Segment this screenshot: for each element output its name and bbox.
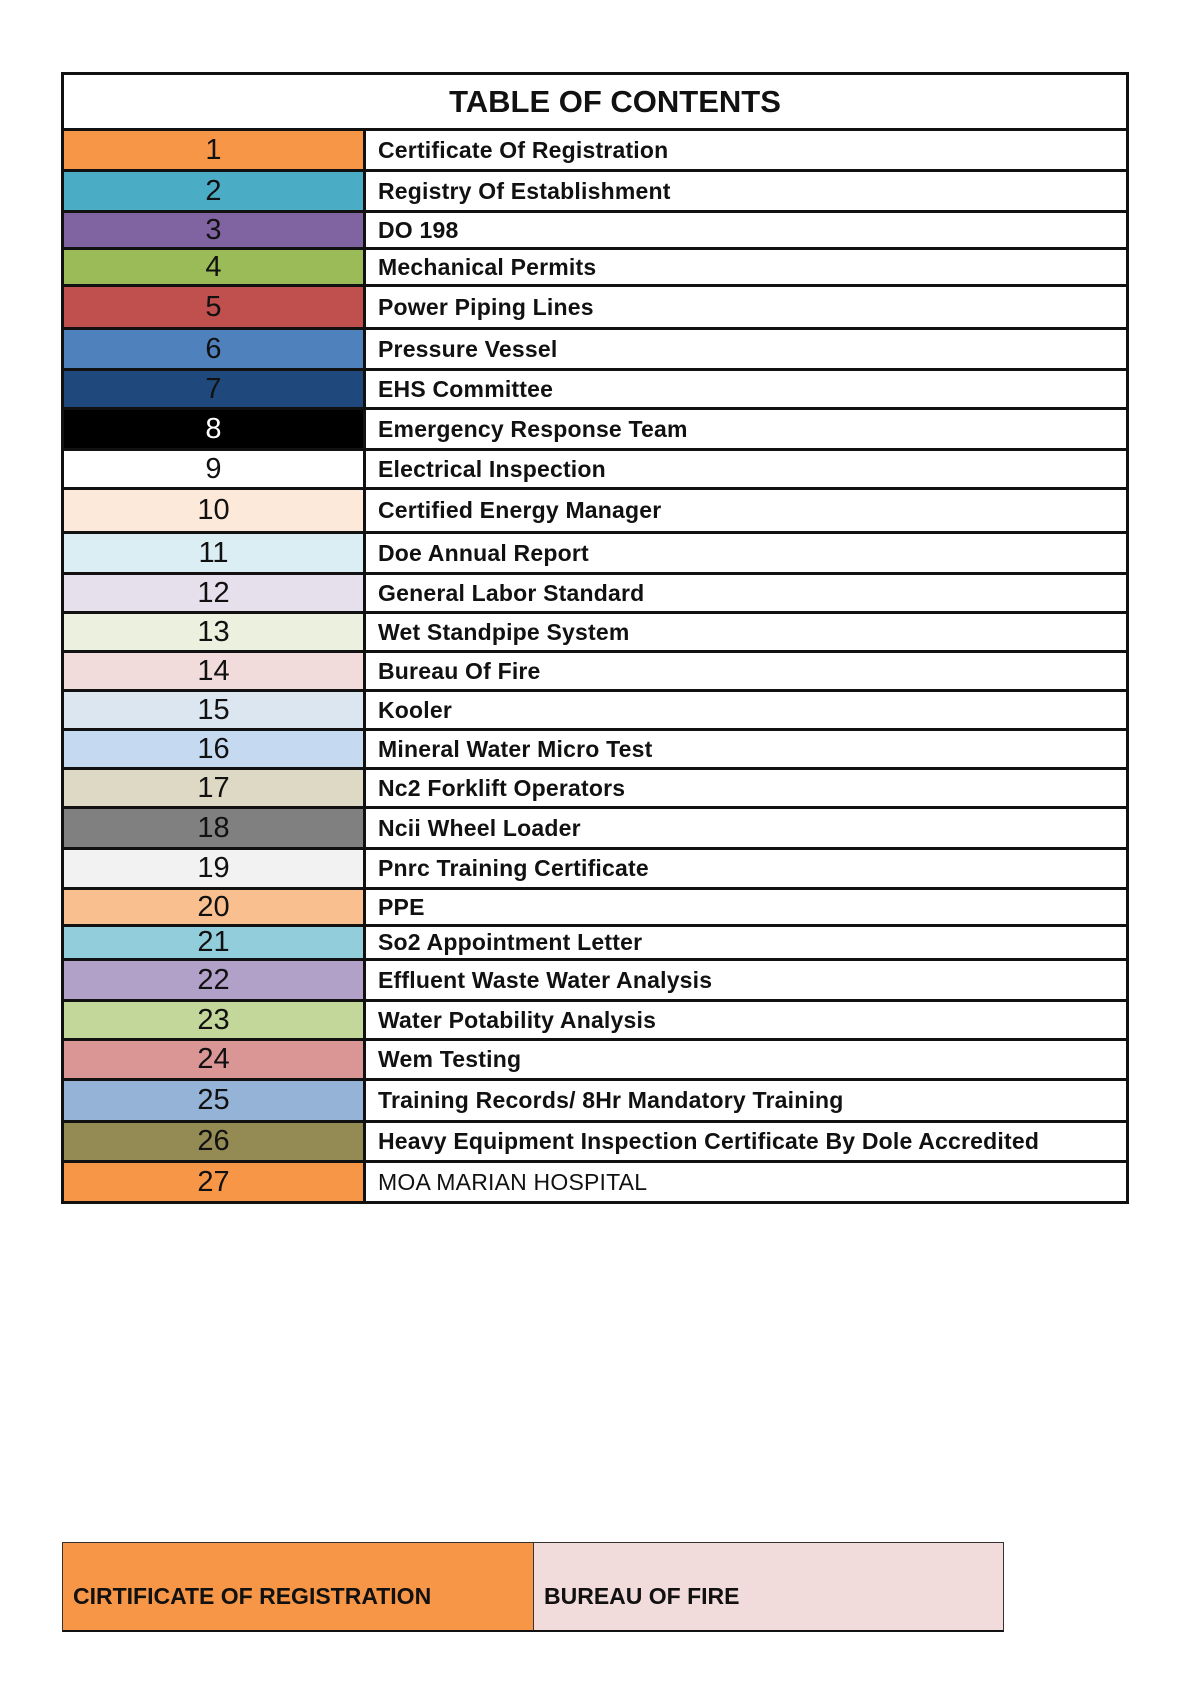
- toc-row-label: General Labor Standard: [378, 579, 645, 606]
- toc-row-label: Wet Standpipe System: [378, 618, 630, 645]
- toc-rows: [64, 131, 1126, 1201]
- toc-row-label: Certificate Of Registration: [378, 136, 669, 163]
- toc-row-number: 1: [64, 131, 366, 169]
- toc-row-number: 20: [64, 890, 366, 924]
- toc-row-number: 16: [64, 731, 366, 767]
- toc-row: [64, 809, 1126, 850]
- toc-row-label: Doe Annual Report: [378, 539, 589, 566]
- toc-row-label: Heavy Equipment Inspection Certificate By Dole Accredited: [378, 1128, 1040, 1154]
- toc-row-number: 8: [64, 410, 366, 448]
- toc-row-label: Pnrc Training Certificate: [378, 855, 649, 881]
- toc-row-number: 3: [64, 213, 366, 247]
- toc-row-label: Kooler: [378, 696, 453, 723]
- toc-row: [64, 692, 1126, 731]
- toc-row: [64, 287, 1126, 330]
- section-labels: [62, 1542, 1004, 1632]
- section-label-left: CIRTIFICATE OF REGISTRATION: [63, 1543, 534, 1630]
- toc-row: [64, 961, 1126, 1002]
- toc-row-label: So2 Appointment Letter: [378, 929, 643, 955]
- toc-row-number: 4: [64, 250, 366, 284]
- toc-row: [64, 731, 1126, 770]
- section-label-right: BUREAU OF FIRE: [534, 1543, 1003, 1630]
- toc-row: [64, 451, 1126, 490]
- toc-row-label: Training Records/ 8Hr Mandatory Training: [378, 1087, 844, 1113]
- toc-row-label: Wem Testing: [378, 1046, 522, 1072]
- toc-row: [64, 172, 1126, 213]
- toc-row: [64, 213, 1126, 250]
- toc-row-number: 17: [64, 770, 366, 806]
- toc-row-number: 24: [64, 1041, 366, 1078]
- table-of-contents: [61, 72, 1129, 1204]
- toc-row: [64, 890, 1126, 927]
- toc-row-number: 5: [64, 287, 366, 327]
- toc-row-label: Mineral Water Micro Test: [378, 735, 653, 762]
- toc-row: [64, 1163, 1126, 1201]
- toc-row-number: 26: [64, 1123, 366, 1160]
- toc-row-label: Water Potability Analysis: [378, 1006, 657, 1033]
- toc-row: [64, 250, 1126, 287]
- toc-row-label: DO 198: [378, 216, 459, 243]
- toc-row-label: Pressure Vessel: [378, 335, 558, 362]
- toc-row: [64, 1081, 1126, 1123]
- toc-row-label: Nc2 Forklift Operators: [378, 774, 626, 801]
- toc-row-number: 14: [64, 653, 366, 689]
- toc-row-number: 7: [64, 371, 366, 407]
- toc-row-label: Mechanical Permits: [378, 253, 597, 280]
- toc-row-number: 21: [64, 927, 366, 958]
- toc-row: [64, 614, 1126, 653]
- toc-row-number: 10: [64, 490, 366, 531]
- toc-row-number: 19: [64, 850, 366, 887]
- toc-row-number: 13: [64, 614, 366, 650]
- toc-row: [64, 850, 1126, 890]
- toc-row-number: 15: [64, 692, 366, 728]
- toc-row: [64, 1123, 1126, 1163]
- toc-row: [64, 1041, 1126, 1081]
- toc-row-number: 11: [64, 534, 366, 572]
- toc-row: [64, 490, 1126, 534]
- toc-row-number: 12: [64, 575, 366, 611]
- toc-row: [64, 927, 1126, 961]
- toc-row: [64, 1002, 1126, 1041]
- toc-row: [64, 534, 1126, 575]
- toc-row: [64, 410, 1126, 451]
- toc-row-label: Registry Of Establishment: [378, 177, 671, 204]
- toc-row-label: Effluent Waste Water Analysis: [378, 966, 713, 993]
- toc-row-label: Electrical Inspection: [378, 455, 606, 482]
- toc-row-label: Emergency Response Team: [378, 415, 688, 442]
- toc-title: TABLE OF CONTENTS: [64, 75, 1126, 131]
- toc-row: [64, 330, 1126, 371]
- toc-row-label: Certified Energy Manager: [378, 497, 662, 523]
- toc-row: [64, 575, 1126, 614]
- toc-row-label: PPE: [378, 893, 425, 920]
- toc-row-label: MOA MARIAN HOSPITAL: [378, 1168, 648, 1195]
- toc-row-number: 25: [64, 1081, 366, 1120]
- toc-row-label: Power Piping Lines: [378, 293, 594, 320]
- toc-row: [64, 653, 1126, 692]
- toc-row-label: EHS Committee: [378, 375, 554, 402]
- toc-row-number: 18: [64, 809, 366, 847]
- toc-row: [64, 131, 1126, 172]
- toc-row-number: 2: [64, 172, 366, 210]
- toc-row-number: 9: [64, 451, 366, 487]
- toc-row-label: Bureau Of Fire: [378, 657, 541, 684]
- toc-row-number: 6: [64, 330, 366, 368]
- toc-row: [64, 770, 1126, 809]
- toc-row: [64, 371, 1126, 410]
- toc-row-number: 22: [64, 961, 366, 999]
- toc-row-label: Ncii Wheel Loader: [378, 814, 581, 841]
- toc-row-number: 27: [64, 1163, 366, 1201]
- toc-row-number: 23: [64, 1002, 366, 1038]
